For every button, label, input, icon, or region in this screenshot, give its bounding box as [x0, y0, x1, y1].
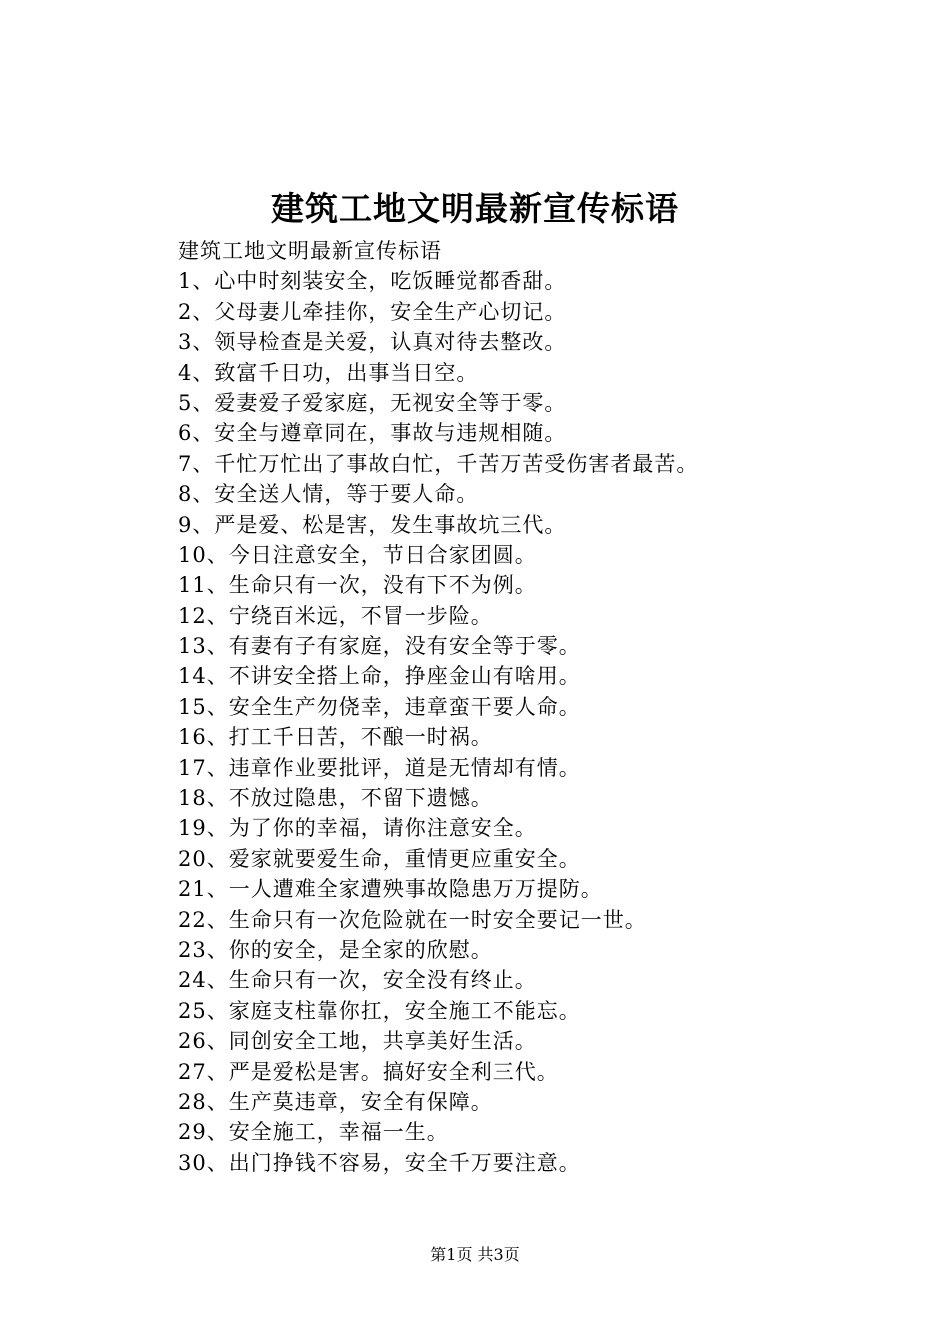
slogan-line: 25、家庭支柱靠你扛，安全施工不能忘。: [178, 998, 581, 1023]
document-title: 建筑工地文明最新宣传标语: [271, 189, 679, 228]
slogan-line: 22、生命只有一次危险就在一时安全要记一世。: [178, 907, 647, 932]
slogan-line: 10、今日注意安全，节日合家团圆。: [178, 542, 537, 567]
slogan-line: 8、安全送人情，等于要人命。: [178, 482, 479, 507]
slogan-line: 19、为了你的幸福，请你注意安全。: [178, 816, 537, 841]
document-subtitle: 建筑工地文明最新宣传标语: [178, 239, 442, 263]
slogan-line: 29、安全施工，幸福一生。: [178, 1120, 449, 1145]
slogan-line: 20、爱家就要爱生命，重情更应重安全。: [178, 846, 581, 871]
slogan-line: 12、宁绕百米远，不冒一步险。: [178, 603, 493, 628]
slogan-line: 17、违章作业要批评，道是无情却有情。: [178, 755, 581, 780]
slogan-line: 15、安全生产勿侥幸，违章蛮干要人命。: [178, 694, 581, 719]
page-number-footer: 第1页 共3页: [430, 1245, 520, 1264]
slogan-line: 21、一人遭难全家遭殃事故隐患万万提防。: [178, 877, 603, 902]
slogan-line: 18、不放过隐患，不留下遗憾。: [178, 786, 493, 811]
slogan-line: 24、生命只有一次，安全没有终止。: [178, 968, 537, 993]
slogan-line: 1、心中时刻装安全，吃饭睡觉都香甜。: [178, 269, 567, 294]
slogan-line: 30、出门挣钱不容易，安全千万要注意。: [178, 1150, 581, 1175]
slogan-line: 16、打工千日苦，不酿一时祸。: [178, 725, 493, 750]
slogan-line: 9、严是爱、松是害，发生事故坑三代。: [178, 512, 567, 537]
slogan-line: 28、生产莫违章，安全有保障。: [178, 1089, 493, 1114]
document-body: [178, 236, 918, 1178]
slogan-line: 3、领导检查是关爱，认真对待去整改。: [178, 330, 567, 355]
slogan-line: 6、安全与遵章同在，事故与违规相随。: [178, 421, 567, 446]
slogan-line: 27、严是爱松是害。搞好安全利三代。: [178, 1059, 559, 1084]
slogan-line: 13、有妻有子有家庭，没有安全等于零。: [178, 634, 581, 659]
slogan-line: 26、同创安全工地，共享美好生活。: [178, 1029, 537, 1054]
slogan-line: 5、爱妻爱子爱家庭，无视安全等于零。: [178, 390, 567, 415]
slogan-line: 23、你的安全，是全家的欣慰。: [178, 937, 493, 962]
slogan-line: 7、千忙万忙出了事故白忙，千苦万苦受伤害者最苦。: [178, 451, 699, 476]
slogan-line: 11、生命只有一次，没有下不为例。: [178, 573, 537, 598]
slogan-line: 4、致富千日功，出事当日空。: [178, 360, 479, 385]
slogan-line: 2、父母妻儿牵挂你，安全生产心切记。: [178, 299, 567, 324]
slogan-line: 14、不讲安全搭上命，挣座金山有啥用。: [178, 664, 581, 689]
